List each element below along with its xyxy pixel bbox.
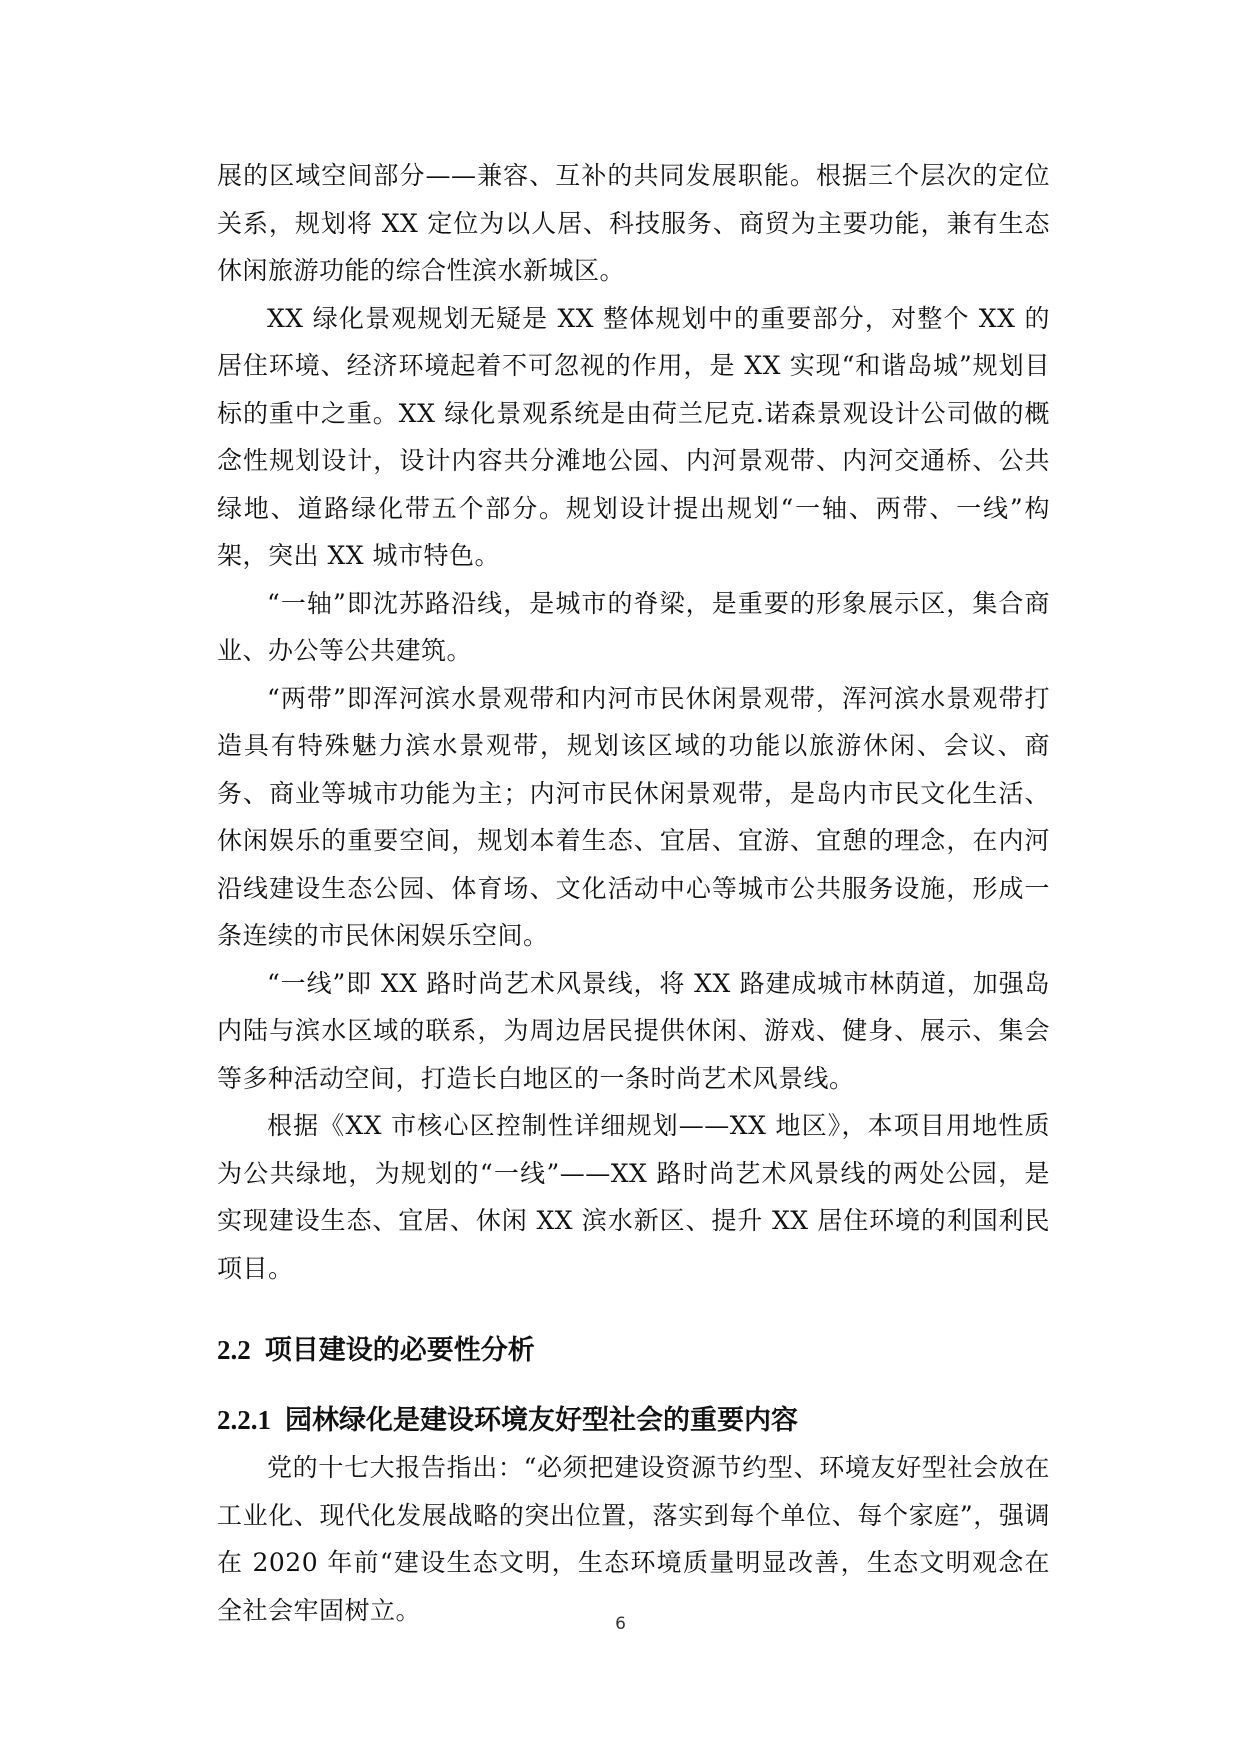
subsection-number: 2.2.1 xyxy=(217,1405,271,1435)
paragraph-land-use: 根据《XX 市核心区控制性详细规划——XX 地区》，本项目用地性质为公共绿地，为规划的“一线”——XX 路时尚艺术风景线的两处公园，是实现建设生态、宜居、休闲 XX 滨水新区、提升 XX 居住环境的利国利民项目。 xyxy=(217,1111,1050,1283)
paragraph-one-axis: “一轴”即沈苏路沿线，是城市的脊梁，是重要的形象展示区，集合商业、办公等公共建筑。 xyxy=(217,588,1050,665)
subsection-heading xyxy=(217,1400,1050,1440)
paragraph-greening-plan: XX 绿化景观规划无疑是 XX 整体规划中的重要部分，对整个 XX 的居住环境、经济环境起着不可忽视的作用，是 XX 实现“和谐岛城”规划目标的重中之重。XX 绿化景观系统是由荷兰尼克.诺森景观设计公司做的概念性规划设计，设计内容共分滩地公园、内河景观带、内河交通桥、公共绿地、道路绿化带五个部分。规划设计提出规划“一轴、两带、一线”构架，突出 XX 城市特色。 xyxy=(217,303,1050,570)
subsection-title: 园林绿化是建设环境友好型社会的重要内容 xyxy=(285,1405,798,1436)
section-heading xyxy=(217,1330,1050,1370)
paragraph-one-line: “一线”即 XX 路时尚艺术风景线，将 XX 路建成城市林荫道，加强岛内陆与滨水区域的联系，为周边居民提供休闲、游戏、健身、展示、集会等多种活动空间，打造长白地区的一条时尚艺术风景线。 xyxy=(217,968,1050,1093)
paragraph-continued: 展的区域空间部分——兼容、互补的共同发展职能。根据三个层次的定位关系，规划将 XX 定位为以人居、科技服务、商贸为主要功能，兼有生态休闲旅游功能的综合性滨水新城区。 xyxy=(217,161,1050,285)
page-number: 6 xyxy=(615,1614,626,1634)
section-number: 2.2 xyxy=(217,1335,251,1365)
paragraph-two-belts: “两带”即浑河滨水景观带和内河市民休闲景观带，浑河滨水景观带打造具有特殊魅力滨水景观带，规划该区域的功能以旅游休闲、会议、商务、商业等城市功能为主；内河市民休闲景观带，是岛内市民文化生活、休闲娱乐的重要空间，规划本着生态、宜居、宜游、宜憩的理念，在内河沿线建设生态公园、体育场、文化活动中心等城市公共服务设施，形成一条连续的市民休闲娱乐空间。 xyxy=(217,683,1050,950)
paragraph-congress-report: 党的十七大报告指出：“必须把建设资源节约型、环境友好型社会放在工业化、现代化发展战略的突出位置，落实到每个单位、每个家庭”，强调在 2020 年前“建设生态文明，生态环境质量明显改善，生态文明观念在全社会牢固树立。 xyxy=(217,1453,1050,1625)
page-body xyxy=(217,152,1050,1634)
section-title: 项目建设的必要性分析 xyxy=(264,1335,535,1366)
